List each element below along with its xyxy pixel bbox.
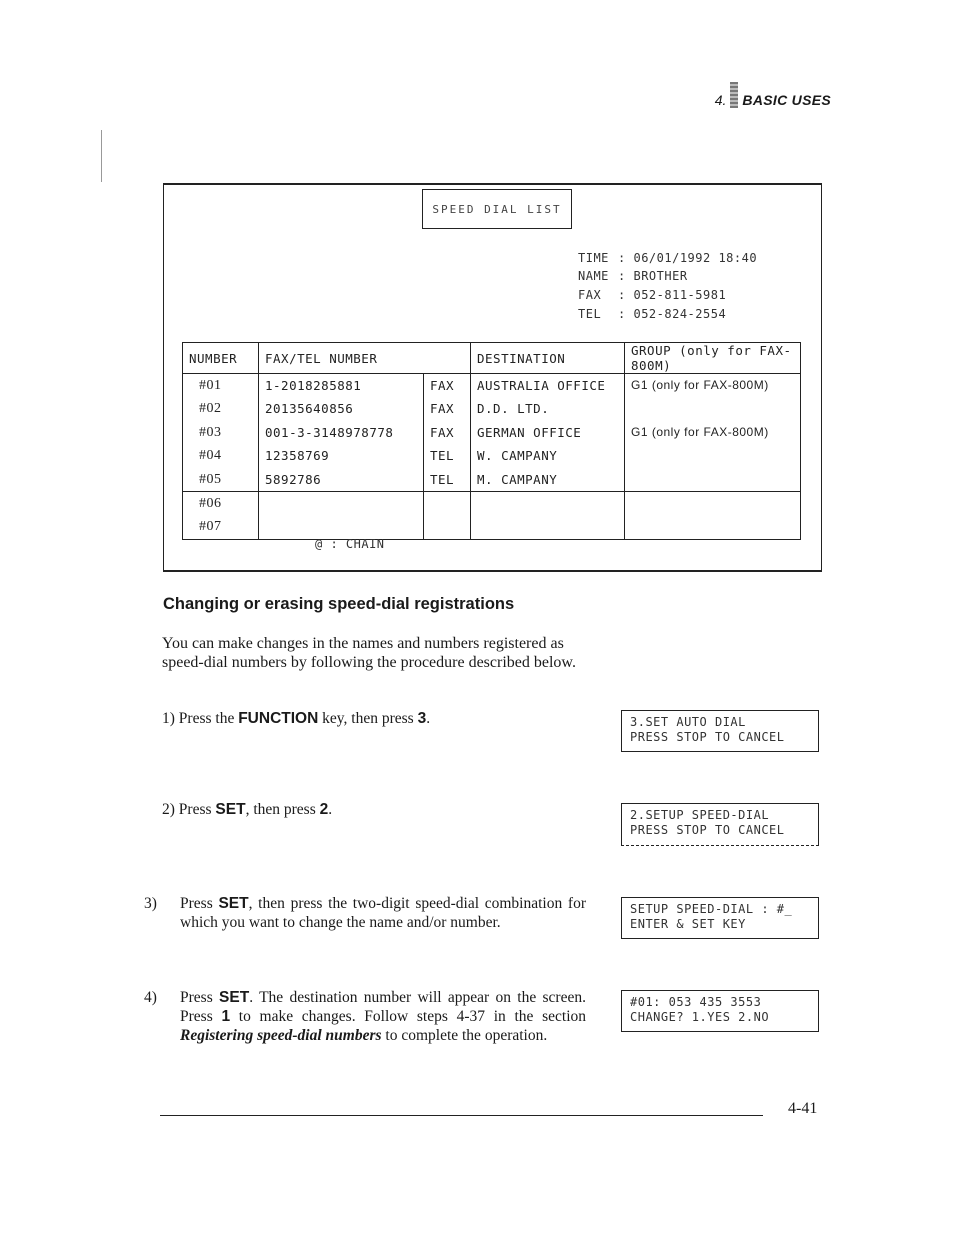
table-row: #03 001-3-3148978778 FAX GERMAN OFFICE G1 (only for FAX-800M) (183, 421, 801, 444)
lcd-display-step-3: SETUP SPEED-DIAL : #_ ENTER & SET KEY (621, 897, 819, 939)
speed-dial-list-title: SPEED DIAL LIST (422, 189, 572, 229)
chapter-tab-mark (730, 82, 738, 108)
table-row: #07 (183, 515, 801, 539)
speed-dial-table (182, 342, 801, 540)
page-number: 4-41 (788, 1100, 818, 1117)
col-fax-tel-number: FAX/TEL NUMBER (259, 343, 471, 374)
table-row: #02 20135640856 FAX D.D. LTD. (183, 397, 801, 420)
col-group: GROUP (only for FAX-800M) (625, 343, 801, 374)
step-3: 3) Press SET, then press the two-digit speed-dial combination for which you want to change the name and/or number. (144, 895, 586, 931)
info-row-time: TIME : 06/01/1992 18:40 (578, 251, 758, 265)
chapter-number: 4. (714, 92, 727, 108)
margin-mark (101, 130, 102, 182)
lcd-display-step-1: 3.SET AUTO DIAL PRESS STOP TO CANCEL (621, 710, 819, 752)
step-2: 2) Press SET, then press 2. (162, 801, 333, 818)
section-name: BASIC USES (742, 92, 831, 108)
info-row-fax: FAX : 052-811-5981 (578, 288, 727, 302)
table-row: #05 5892786 TEL M. CAMPANY (183, 468, 801, 492)
section-title: Changing or erasing speed-dial registrations (163, 595, 515, 613)
table-row: #04 12358769 TEL W. CAMPANY (183, 444, 801, 467)
table-row: #01 1-2018285881 FAX AUSTRALIA OFFICE G1 (only for FAX-800M) (183, 374, 801, 398)
step-4: 4) Press SET. The destination number will appear on the screen. Press 1 to make changes. Follow steps 4-37 in the section Registering speed-dial numbers to complete the operation. (144, 989, 587, 1044)
footer-rule (160, 1115, 763, 1116)
info-row-tel: TEL : 052-824-2554 (578, 307, 727, 321)
col-number: NUMBER (183, 343, 259, 374)
lcd-display-step-4: #01: 053 435 3553 CHANGE? 1.YES 2.NO (621, 990, 819, 1032)
intro-paragraph: You can make changes in the names and numbers registered as speed-dial numbers by following the procedure described below. (162, 635, 576, 671)
table-row: #06 (183, 492, 801, 516)
running-header (715, 92, 831, 108)
lcd-display-step-2: 2.SETUP SPEED-DIAL PRESS STOP TO CANCEL (621, 803, 819, 846)
col-destination: DESTINATION (471, 343, 625, 374)
table-header-row (183, 343, 801, 374)
chain-legend: @ : CHAIN (315, 537, 385, 551)
step-1: 1) Press the FUNCTION key, then press 3. (162, 710, 431, 727)
info-row-name: NAME : BROTHER (578, 269, 688, 283)
